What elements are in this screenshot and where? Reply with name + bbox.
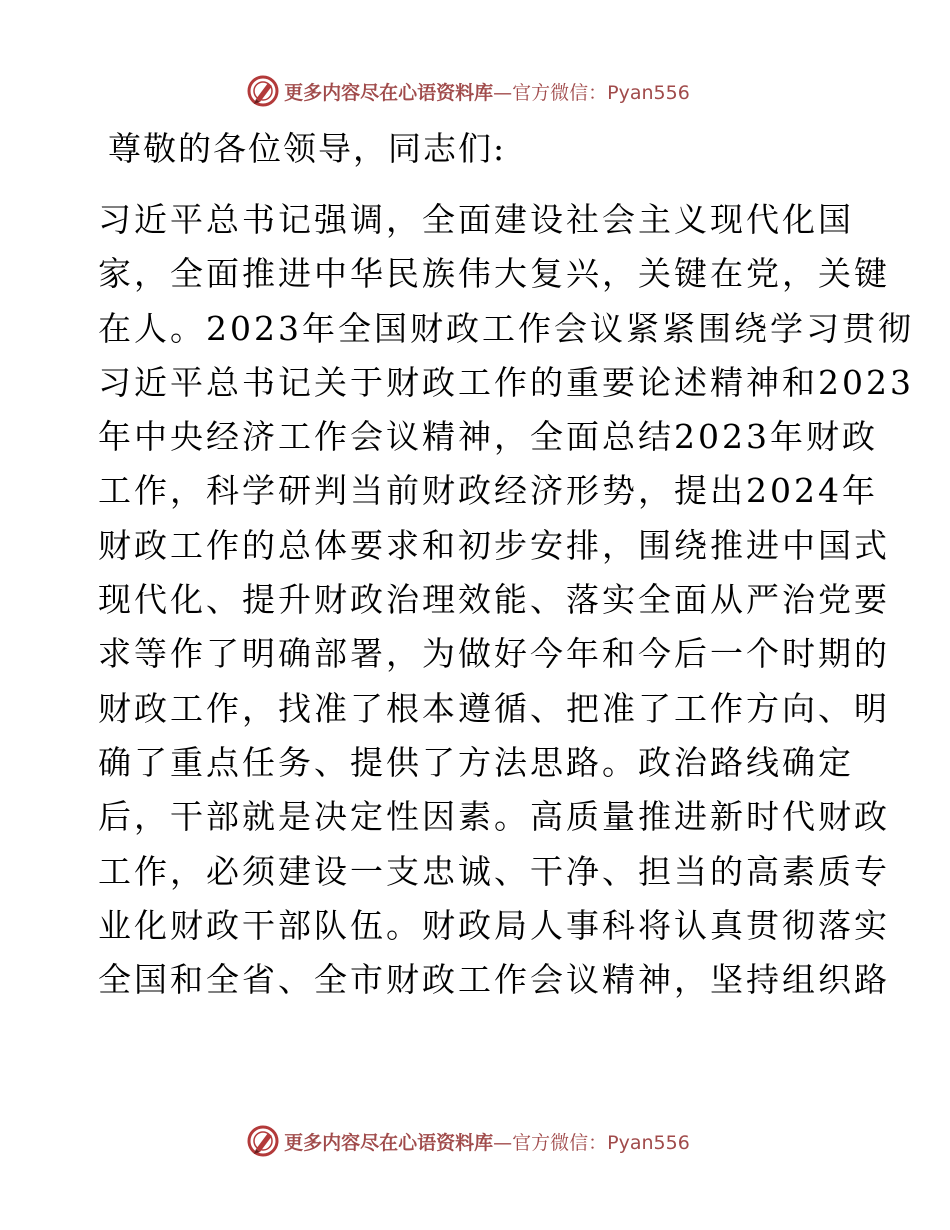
footer-watermark-banner bbox=[0, 1121, 950, 1161]
body-line: 确了重点任务、提供了方法思路。政治路线确定 bbox=[98, 742, 854, 782]
body-line: 家，全面推进中华民族伟大复兴，关键在党，关键 bbox=[98, 254, 890, 294]
red-pen-logo-icon bbox=[246, 1124, 280, 1158]
body-line: 业化财政干部队伍。财政局人事科将认真贯彻落实 bbox=[98, 905, 890, 945]
banner-wechat-text: 官方微信：Pyan556 bbox=[512, 1131, 690, 1154]
body-line: 财政工作的总体要求和初步安排，围绕推进中国式 bbox=[98, 525, 890, 565]
body-line: 后，干部就是决定性因素。高质量推进新时代财政 bbox=[98, 797, 890, 837]
body-line: 求等作了明确部署，为做好今年和今后一个时期的 bbox=[98, 634, 890, 674]
body-line: 年中央经济工作会议精神，全面总结2023年财政 bbox=[98, 417, 878, 457]
body-line: 财政工作，找准了根本遵循、把准了工作方向、明 bbox=[98, 688, 890, 728]
body-line: 工作，必须建设一支忠诚、干净、担当的高素质专 bbox=[98, 851, 890, 891]
banner-brand-text: 更多内容尽在心语资料库 bbox=[284, 1131, 494, 1154]
banner-separator: — bbox=[493, 1131, 513, 1154]
body-line: 在人。2023年全国财政工作会议紧紧围绕学习贯彻 bbox=[98, 308, 914, 348]
banner-wechat-text: 官方微信：Pyan556 bbox=[512, 81, 690, 104]
document-body bbox=[98, 193, 914, 1007]
body-line: 习近平总书记强调，全面建设社会主义现代化国 bbox=[98, 200, 854, 239]
body-line: 工作，科学研判当前财政经济形势，提出2024年 bbox=[98, 471, 878, 511]
header-watermark-banner bbox=[0, 71, 950, 111]
salutation: 尊敬的各位领导，同志们: bbox=[108, 129, 507, 168]
banner-brand-text: 更多内容尽在心语资料库 bbox=[284, 81, 494, 104]
body-line: 全国和全省、全市财政工作会议精神，坚持组织路 bbox=[98, 960, 890, 1000]
red-pen-logo-icon bbox=[246, 74, 280, 108]
banner-separator: — bbox=[493, 81, 513, 104]
body-line: 现代化、提升财政治理效能、落实全面从严治党要 bbox=[98, 580, 890, 620]
body-line: 习近平总书记关于财政工作的重要论述精神和2023 bbox=[98, 362, 914, 402]
